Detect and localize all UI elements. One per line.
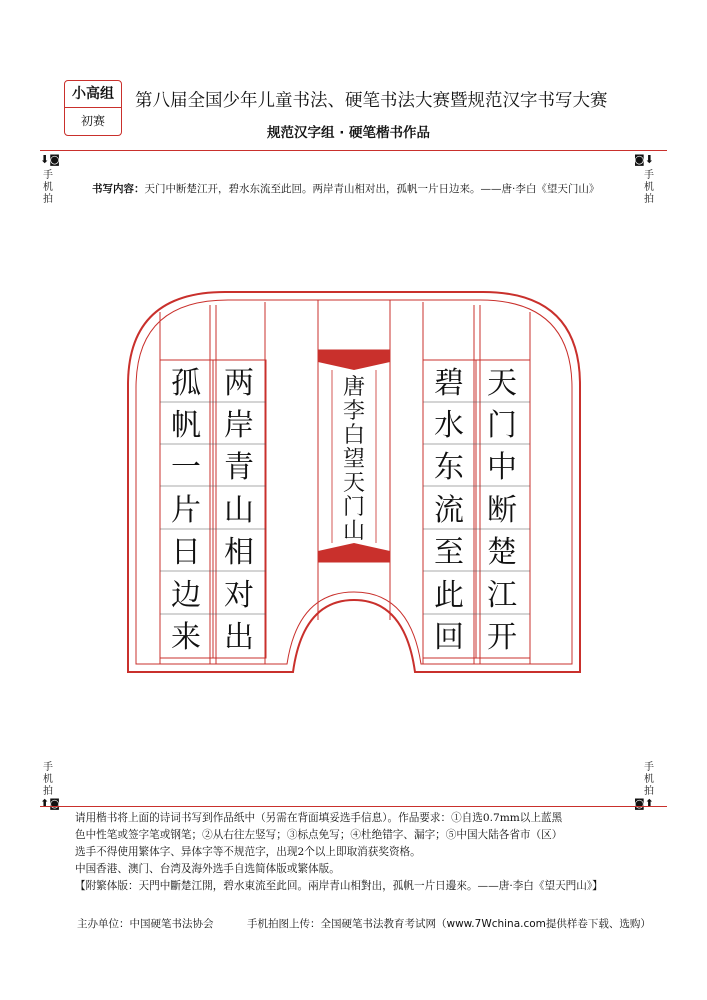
- stage-label: 初赛: [80, 114, 105, 128]
- requirements-line: 请用楷书将上面的诗词书写到作品纸中（另需在背面填妥选手信息）。作品要求：①自选0.7mm以上蓝黑: [75, 812, 563, 824]
- poem-char: 两: [224, 366, 254, 401]
- requirements-line: 中国香港、澳门、台湾及海外选手自选简体版或繁体版。: [75, 863, 340, 875]
- organizer-text: 主办单位：中国硬笔书法协会: [77, 918, 214, 930]
- download-camera-icon: ◙⬇: [634, 153, 654, 166]
- side-label-bottom-left: 手机拍: [43, 762, 53, 797]
- upload-camera-icon: ⬆◙: [40, 797, 60, 810]
- poem-char: 断: [487, 493, 517, 528]
- poem-char: 对: [224, 578, 254, 613]
- requirements-line: 选手不得使用繁体字、异体字等不规范字，出现2个以上即取消获奖资格。: [75, 846, 421, 858]
- signature-banner-top: [318, 350, 390, 370]
- side-label-top-right: 手机拍: [644, 170, 654, 205]
- poem-char: 此: [434, 578, 464, 613]
- poem-char: 一: [171, 450, 201, 485]
- poem-char: 来: [171, 620, 201, 655]
- signature-char: 白: [342, 423, 366, 448]
- side-label-bottom-right: 手机拍: [644, 762, 654, 797]
- poem-char: 碧: [434, 366, 464, 401]
- signature-char: 门: [342, 495, 366, 520]
- poem-char: 出: [224, 620, 254, 655]
- page-title: 第八届全国少年儿童书法、硬笔书法大赛暨规范汉字书写大赛: [135, 91, 608, 111]
- writing-content-label: 书写内容：: [92, 183, 145, 195]
- poem-char: 门: [487, 408, 517, 443]
- poem-char: 至: [434, 535, 464, 570]
- group-label: 小高组: [72, 86, 114, 102]
- poem-char: 天: [487, 366, 517, 401]
- poem-char: 楚: [487, 535, 517, 570]
- poem-char: 回: [434, 620, 464, 655]
- poem-char: 相: [224, 535, 254, 570]
- poem-char: 青: [224, 450, 254, 485]
- requirements-block: [75, 810, 640, 895]
- poem-char: 中: [487, 450, 517, 485]
- poem-char: 片: [171, 493, 201, 528]
- page-subtitle: 规范汉字组 · 硬笔楷书作品: [267, 125, 431, 141]
- poem-char: 日: [171, 535, 201, 570]
- signature-banner-bottom: [318, 543, 390, 562]
- poem-char: 帆: [171, 408, 201, 443]
- upload-camera-icon: ◙⬆: [634, 797, 654, 810]
- upload-info-text: 手机拍图上传：全国硬笔书法教育考试网（www.7Wchina.com提供样卷下载、选购）: [247, 918, 651, 930]
- poem-char: 水: [434, 408, 464, 443]
- bottom-divider: [40, 806, 667, 807]
- poem-char: 山: [224, 493, 254, 528]
- requirements-line: 【附繁体版：天門中斷楚江開，碧水東流至此回。兩岸青山相對出，孤帆一片日邊來。——唐·李白《望天門山》】: [75, 880, 603, 892]
- signature-char: 望: [342, 447, 366, 472]
- requirements-line: 色中性笔或签字笔或钢笔；②从右往左竖写；③标点免写；④杜绝错字、漏字；⑤中国大陆各省市（区）: [75, 829, 563, 841]
- signature-char: 唐: [342, 375, 366, 400]
- poem-char: 江: [487, 578, 517, 613]
- side-label-top-left: 手机拍: [43, 170, 53, 205]
- poem-char: 流: [434, 493, 464, 528]
- poem-char: 岸: [224, 408, 254, 443]
- writing-content-text: 天门中断楚江开，碧水东流至此回。两岸青山相对出，孤帆一片日边来。——唐·李白《望天门山》: [144, 183, 600, 195]
- poem-char: 孤: [171, 366, 201, 401]
- signature-char: 天: [342, 471, 366, 496]
- poem-char: 东: [434, 450, 464, 485]
- signature-char: 山: [342, 519, 366, 544]
- signature-char: 李: [342, 399, 366, 424]
- poem-char: 开: [487, 620, 517, 655]
- download-camera-icon: ⬇◙: [40, 153, 60, 166]
- poem-char: 边: [171, 578, 201, 613]
